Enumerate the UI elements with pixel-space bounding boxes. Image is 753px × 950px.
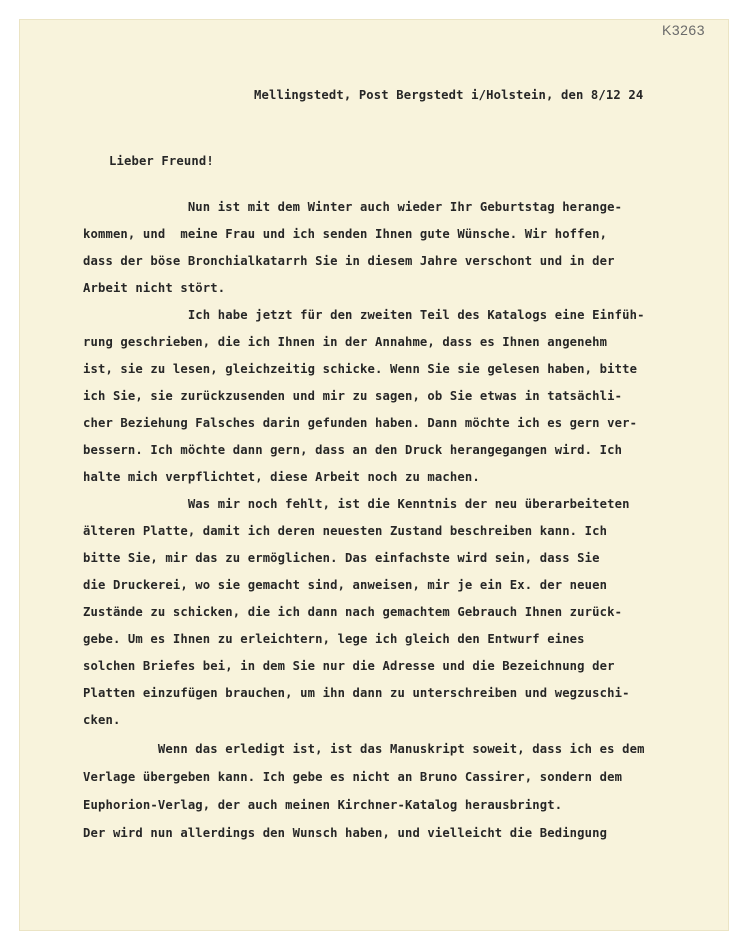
letter-line: kommen, und meine Frau und ich senden Ihnen gute Wünsche. Wir hoffen,: [83, 227, 608, 241]
letter-line: Nun ist mit dem Winter auch wieder Ihr Geburtstag herange-: [83, 200, 623, 214]
letter-dateline: Mellingstedt, Post Bergstedt i/Holstein, den 8/12 24: [254, 88, 644, 102]
letter-line: Arbeit nicht stört.: [83, 281, 226, 295]
letter-line: ist, sie zu lesen, gleichzeitig schicke. Wenn Sie sie gelesen haben, bitte: [83, 362, 638, 376]
letter-line: Was mir noch fehlt, ist die Kenntnis der neu überarbeiteten: [83, 497, 630, 511]
letter-line: Ich habe jetzt für den zweiten Teil des Katalogs eine Einfüh-: [83, 308, 645, 322]
letter-line: Der wird nun allerdings den Wunsch haben, und vielleicht die Bedingung: [83, 826, 608, 840]
letter-line: die Druckerei, wo sie gemacht sind, anweisen, mir je ein Ex. der neuen: [83, 578, 608, 592]
letter-line: Platten einzufügen brauchen, um ihn dann zu unterschreiben und wegzuschi-: [83, 686, 630, 700]
letter-line: cken.: [83, 713, 121, 727]
letter-line: rung geschrieben, die ich Ihnen in der Annahme, dass es Ihnen angenehm: [83, 335, 608, 349]
letter-line: ich Sie, sie zurückzusenden und mir zu sagen, ob Sie etwas in tatsächli-: [83, 389, 623, 403]
letter-line: dass der böse Bronchialkatarrh Sie in diesem Jahre verschont und in der: [83, 254, 615, 268]
letter-line: bessern. Ich möchte dann gern, dass an den Druck herangegangen wird. Ich: [83, 443, 623, 457]
letter-line: Wenn das erledigt ist, ist das Manuskript soweit, dass ich es dem: [83, 742, 645, 756]
letter-line: bitte Sie, mir das zu ermöglichen. Das einfachste wird sein, dass Sie: [83, 551, 600, 565]
letter-line: älteren Platte, damit ich deren neuesten Zustand beschreiben kann. Ich: [83, 524, 608, 538]
letter-line: halte mich verpflichtet, diese Arbeit noch zu machen.: [83, 470, 480, 484]
letter-line: Euphorion-Verlag, der auch meinen Kirchner-Katalog herausbringt.: [83, 798, 563, 812]
letter-salutation: Lieber Freund!: [109, 154, 214, 168]
letter-line: gebe. Um es Ihnen zu erleichtern, lege ich gleich den Entwurf eines: [83, 632, 585, 646]
archive-number: K3263: [662, 22, 705, 38]
letter-line: Zustände zu schicken, die ich dann nach gemachtem Gebrauch Ihnen zurück-: [83, 605, 623, 619]
letter-line: solchen Briefes bei, in dem Sie nur die Adresse und die Bezeichnung der: [83, 659, 615, 673]
letter-line: Verlage übergeben kann. Ich gebe es nicht an Bruno Cassirer, sondern dem: [83, 770, 623, 784]
letter-line: cher Beziehung Falsches darin gefunden haben. Dann möchte ich es gern ver-: [83, 416, 638, 430]
